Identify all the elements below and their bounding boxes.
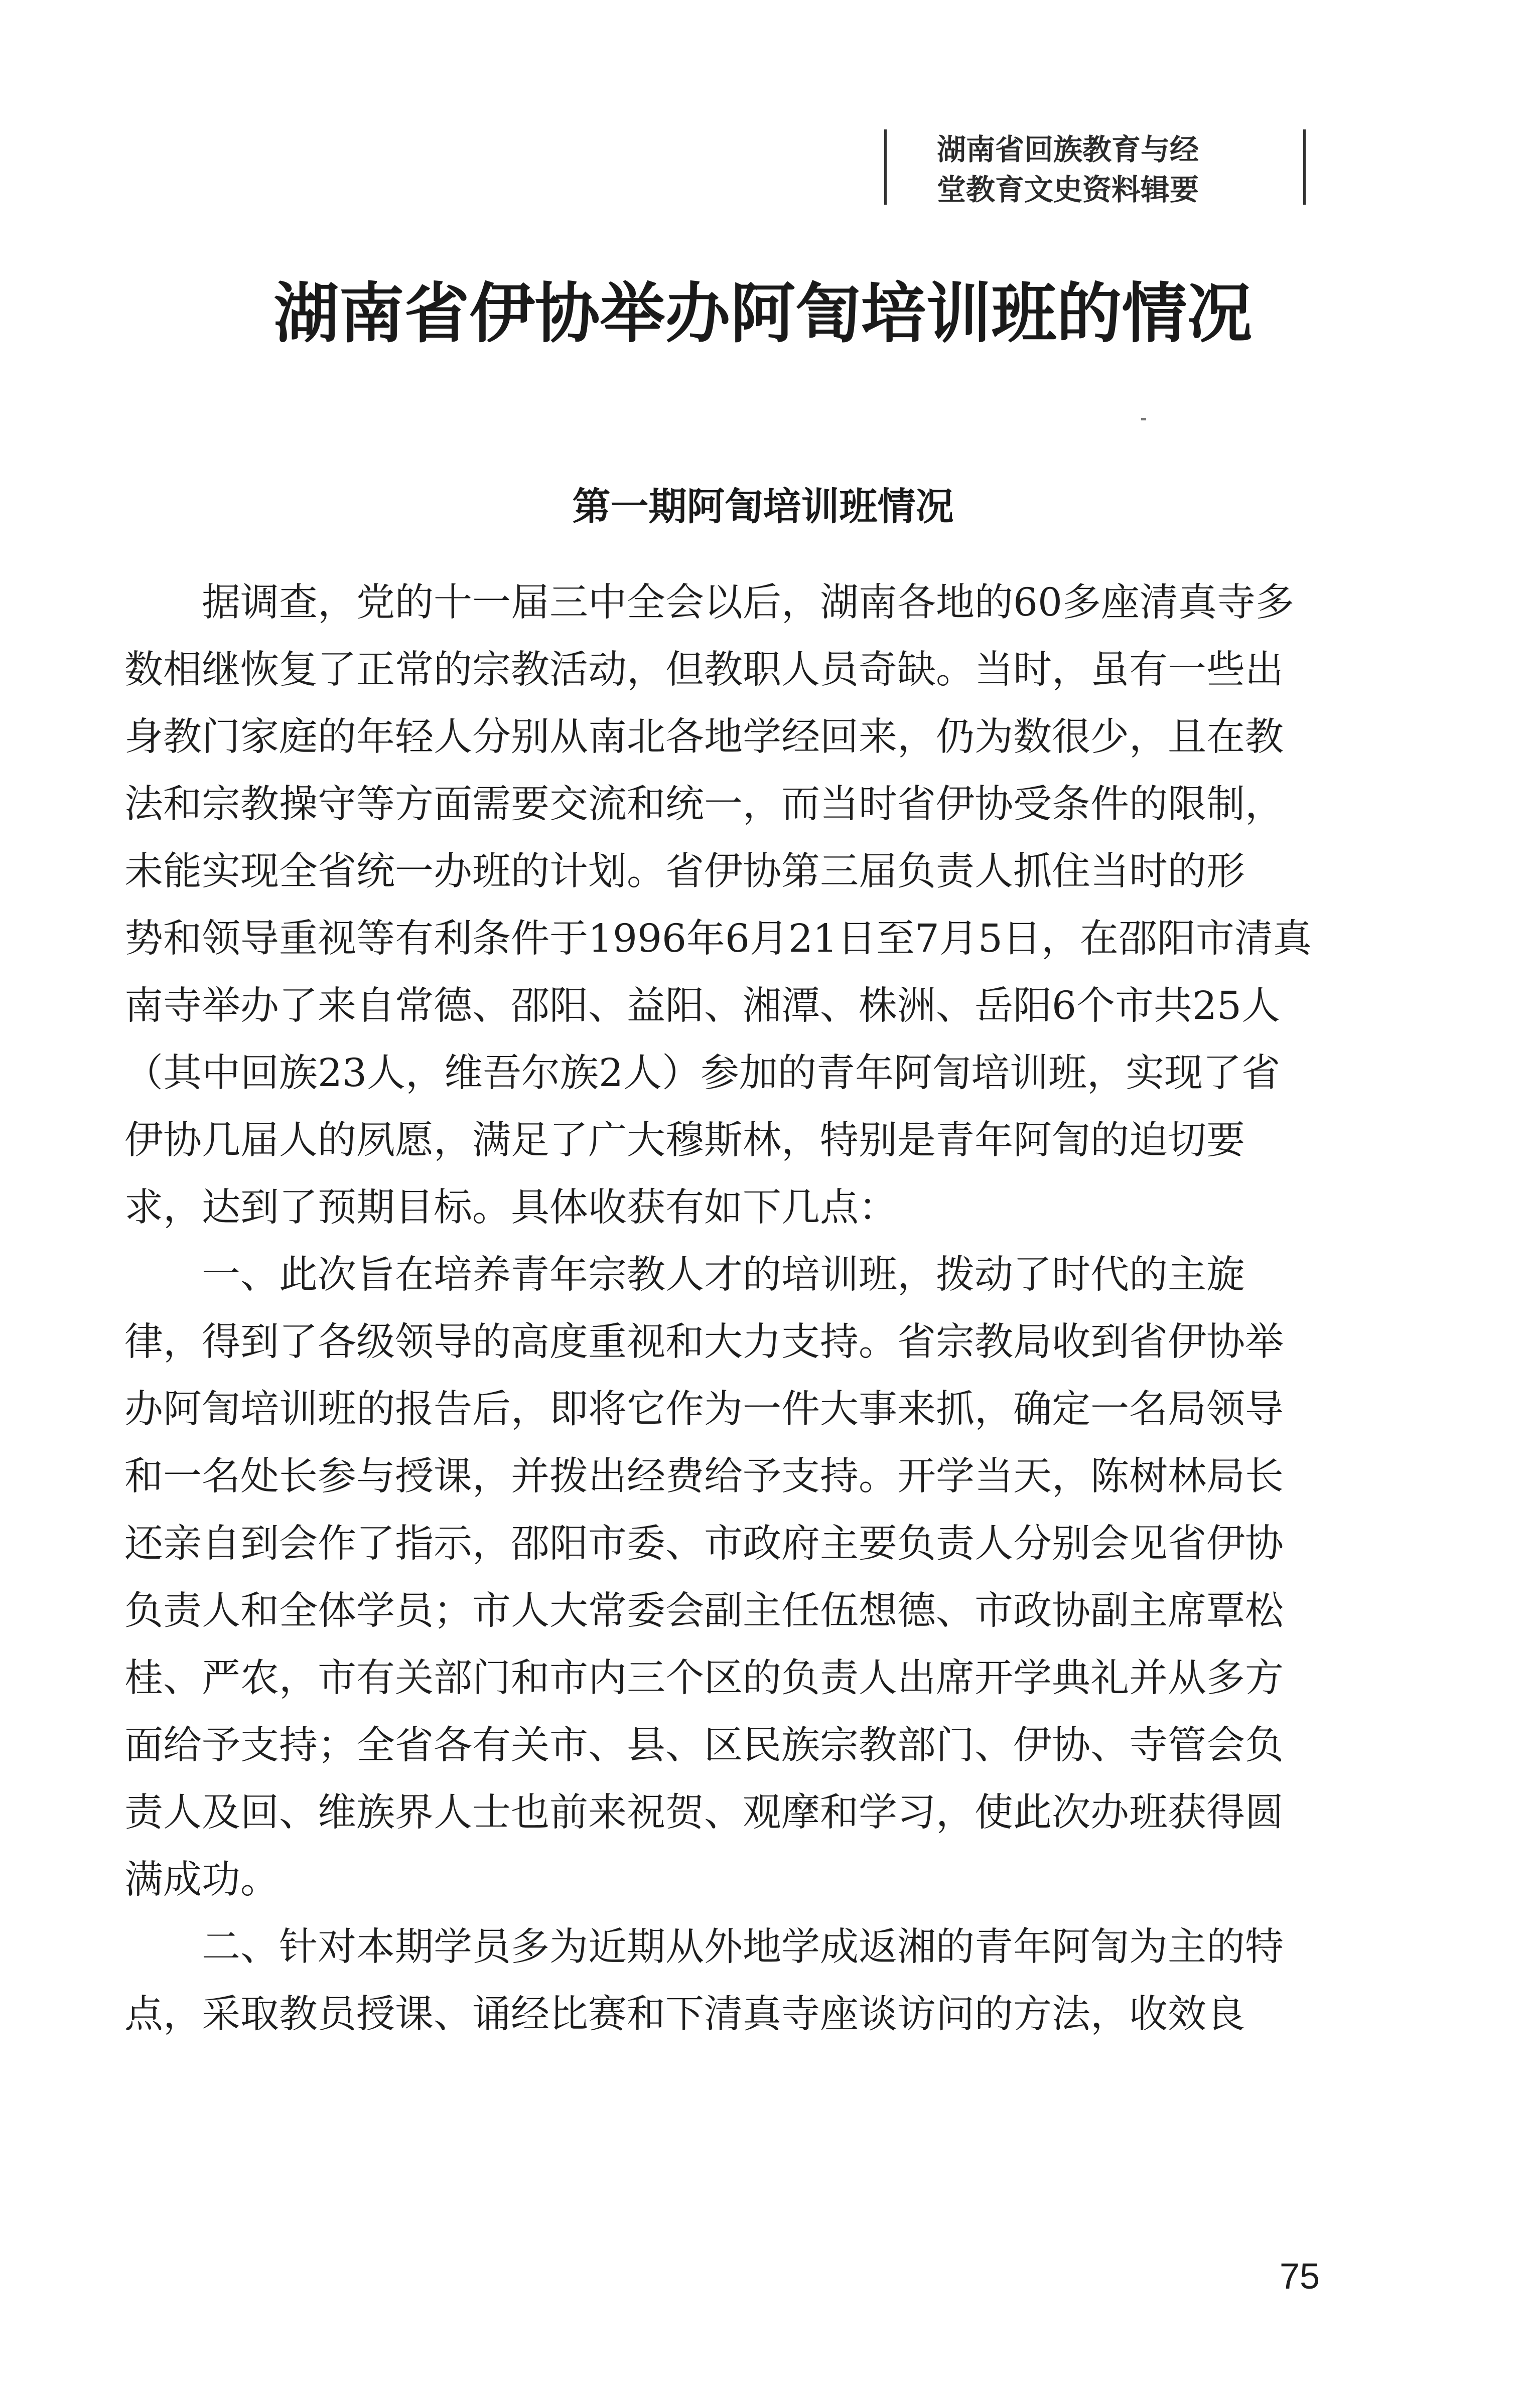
body-line: 南寺举办了来自常德、邵阳、益阳、湘潭、株洲、岳阳6个市共25人 [124,984,1280,1028]
running-header-line-1: 湖南省回族教育与经 [937,132,1199,167]
body-line: （其中回族23人，维吾尔族2人）参加的青年阿訇培训班，实现了省 [124,1051,1280,1096]
body-line: 一、此次旨在培养青年宗教人才的培训班，拨动了时代的主旋 [124,1253,1245,1297]
body-line: 办阿訇培训班的报告后，即将它作为一件大事来抓，确定一名局领导 [124,1387,1284,1432]
body-line: 身教门家庭的年轻人分别从南北各地学经回来，仍为数很少，且在教 [124,715,1284,760]
body-line: 还亲自到会作了指示，邵阳市委、市政府主要负责人分别会见省伊协 [124,1522,1284,1566]
body-line: 势和领导重视等有利条件于1996年6月21日至7月5日，在邵阳市清真 [124,917,1312,961]
running-header-line-2: 堂教育文史资料辑要 [937,173,1199,207]
print-speck [1141,418,1146,420]
body-text [124,569,1314,2048]
body-line: 伊协几届人的夙愿，满足了广大穆斯林，特别是青年阿訇的迫切要 [124,1118,1245,1163]
body-line: 和一名处长参与授课，并拨出经费给予支持。开学当天，陈树林局长 [124,1454,1284,1499]
body-line: 满成功。 [124,1858,279,1902]
body-line: 点，采取教员授课、诵经比赛和下清真寺座谈访问的方法，收效良 [124,1992,1245,2037]
body-line: 法和宗教操守等方面需要交流和统一，而当时省伊协受条件的限制， [124,782,1284,827]
body-line: 责人及回、维族界人士也前来祝贺、观摩和学习，使此次办班获得圆 [124,1790,1284,1835]
section-title: 第一期阿訇培训班情况 [572,484,954,529]
body-line: 二、针对本期学员多为近期从外地学成返湘的青年阿訇为主的特 [124,1925,1284,1970]
page-title: 湖南省伊协举办阿訇培训班的情况 [273,275,1253,352]
body-line: 桂、严农，市有关部门和市内三个区的负责人出席开学典礼并从多方 [124,1656,1284,1701]
body-line: 面给予支持；全省各有关市、县、区民族宗教部门、伊协、寺管会负 [124,1723,1284,1768]
page-number: 75 [1279,2256,1320,2297]
body-line: 数相继恢复了正常的宗教活动，但教职人员奇缺。当时，虽有一些出 [124,648,1284,692]
body-line: 负责人和全体学员；市人大常委会副主任伍想德、市政协副主席覃松 [124,1589,1284,1633]
body-line: 律，得到了各级领导的高度重视和大力支持。省宗教局收到省伊协举 [124,1320,1284,1365]
body-line: 据调查，党的十一届三中全会以后，湖南各地的60多座清真寺多 [124,580,1294,625]
body-line: 未能实现全省统一办班的计划。省伊协第三届负责人抓住当时的形 [124,849,1245,894]
body-line: 求，达到了预期目标。具体收获有如下几点： [124,1185,897,1230]
running-header [884,129,1306,205]
